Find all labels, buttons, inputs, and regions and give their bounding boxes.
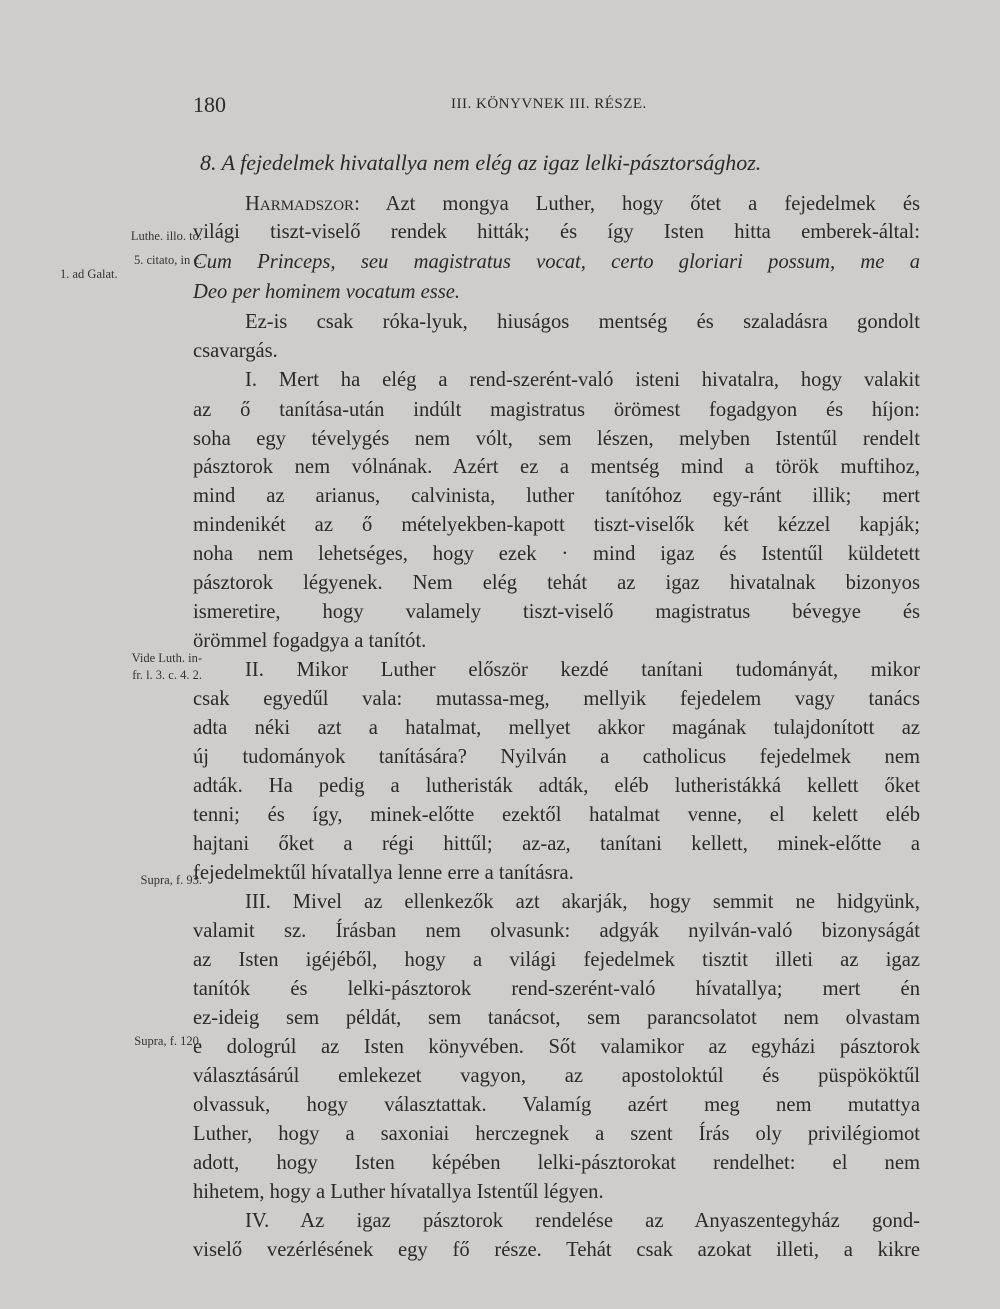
text-line: csavargás. [193, 340, 278, 362]
text-line: tenni; és így, minek-előtte ezektől hatalmat venne, el kelett eléb [193, 804, 920, 826]
text-line: hajtani őket a régi hittűl; az-az, tanítani kellett, minek-előtte a [193, 833, 920, 855]
page-number: 180 [193, 92, 226, 117]
text-line: választásárúl emlekezet vagyon, az apostoloktúl és püspököktűl [193, 1065, 920, 1087]
text-line: HARMADSZOR: Azt mongya Luther, hogy őtet a fejedelmek és [245, 193, 920, 215]
text-line: ismeretire, hogy valamely tiszt-viselő magistratus bévegye és [193, 601, 920, 623]
text-line: örömmel fogadgya a tanítót. [193, 630, 427, 652]
margin-note: Supra, f. 120. [134, 1034, 202, 1048]
text-line: pásztorok légyenek. Nem elég tehát az igaz hivatalnak bizonyos [193, 572, 920, 594]
text-line: pásztorok nem vólnának. Azért ez a mentség mind a török muftihoz, [193, 456, 920, 478]
text-line: olvassuk, hogy választattak. Valamíg azért meg nem mutattya [193, 1094, 920, 1116]
section-title: 8. A fejedelmek hivatallya nem elég az igaz lelki-pásztorsághoz. [200, 150, 762, 175]
margin-note: 5. citato, in c. [133, 253, 202, 267]
text-line: Ez-is csak róka-lyuk, hiuságos mentség és szaladásra gondolt [245, 311, 920, 333]
text-line: noha nem lehetséges, hogy ezek · mind igaz és Istentűl küldetett [193, 543, 920, 565]
margin-note: Luthe. illo. to. [130, 229, 202, 243]
text-line: mind az arianus, calvinista, luther tanítóhoz egy-ránt illik; mert [193, 485, 920, 507]
text-line: az Isten igéjéből, hogy a világi fejedelmek tisztit illeti az igaz [193, 949, 920, 971]
margin-note: 1. ad Galat. [60, 267, 118, 281]
text-line: az ő tanítása-után indúlt magistratus örömest fogadgyon és híjon: [193, 399, 920, 421]
margin-note: Vide Luth. in- [131, 651, 202, 665]
text-line: soha egy tévelygés nem vólt, sem lészen, melyben Istentűl rendelt [193, 428, 920, 450]
text-line: II. Mikor Luther először kezdé tanítani tudományát, mikor [245, 659, 920, 681]
text-line: I. Mert ha elég a rend-szerént-való isteni hivatalra, hogy valakit [245, 369, 920, 391]
text-line: csak egyedűl vala: mutassa-meg, mellyik fejedelem vagy tanács [193, 688, 920, 710]
running-head: III. KÖNYVNEK III. RÉSZE. [451, 96, 647, 112]
text-line: adták. Ha pedig a lutheristák adták, eléb lutheristákká kellett őket [193, 775, 920, 797]
margin-note: Supra, f. 93. [140, 873, 202, 887]
text-line: ez-ideig sem példát, sem tanácsot, sem parancsolatot nem olvastam [193, 1007, 920, 1029]
text-line: új tudományok tanítására? Nyilván a catholicus fejedelmek nem [193, 746, 920, 768]
text-line: mindenikét az ő mételyekben-kapott tiszt-viselők két kézzel kapják; [193, 514, 920, 536]
text-line: IV. Az igaz pásztorok rendelése az Anyaszentegyház gond- [245, 1210, 920, 1232]
text-line: világi tiszt-viselő rendek hitták; és így Isten hitta emberek-által: [193, 221, 920, 243]
page-header [193, 92, 913, 122]
text-line: III. Mivel az ellenkezők azt akarják, hogy semmit ne hidgyünk, [245, 891, 920, 913]
text-line: fejedelmektűl hívatallya lenne erre a tanításra. [193, 862, 574, 884]
text-line: hihetem, hogy a Luther hívatallya Istentűl légyen. [193, 1181, 604, 1203]
text-line: valamit sz. Írásban nem olvasunk: adgyák nyilván-való bizonyságát [193, 920, 920, 942]
text-line: adott, hogy Isten képében lelki-pásztorokat rendelhet: el nem [193, 1152, 920, 1174]
text-line: Cum Princeps, seu magistratus vocat, certo gloriari possum, me a [193, 251, 920, 273]
text-line: viselő vezérlésének egy fő része. Tehát csak azokat illeti, a kikre [193, 1239, 920, 1261]
margin-note: fr. l. 3. c. 4. 2. [132, 668, 202, 682]
text-line: e dologrúl az Isten könyvében. Sőt valamikor az egyházi pásztorok [193, 1036, 920, 1058]
text-line: Deo per hominem vocatum esse. [193, 281, 461, 303]
text-line: adta néki azt a hatalmat, mellyet akkor magának tulajdonított az [193, 717, 920, 739]
text-line: tanítók és lelki-pásztorok rend-szerént-való hívatallya; mert én [193, 978, 920, 1000]
text-line: Luther, hogy a saxoniai herczegnek a szent Írás oly privilégiomot [193, 1123, 920, 1145]
